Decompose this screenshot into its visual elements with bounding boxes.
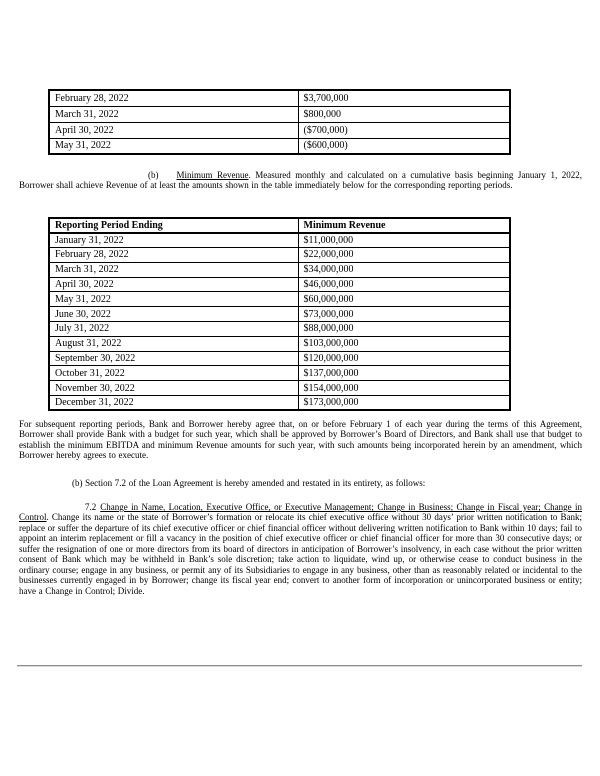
period-cell: February 28, 2022 [49,90,298,106]
amount-cell: $120,000,000 [298,351,510,366]
amount-cell: $22,000,000 [298,248,510,263]
amount-cell: $103,000,000 [298,336,510,351]
period-cell: August 31, 2022 [49,336,298,351]
amount-cell: ($600,000) [298,138,510,154]
period-cell: July 31, 2022 [49,322,298,337]
amount-cell: $137,000,000 [298,366,510,381]
amount-cell: $60,000,000 [298,292,510,307]
period-cell: September 30, 2022 [49,351,298,366]
section-72-intro-paragraph: (b) Section 7.2 of the Loan Agreement is hereby amended and restated in its entirety, as follows: [72,478,426,488]
table-row [49,262,510,277]
column-header-period: Reporting Period Ending [49,218,298,233]
table-row [49,122,510,138]
period-cell: November 30, 2022 [49,381,298,396]
period-cell: April 30, 2022 [49,277,298,292]
table-row [49,292,510,307]
amount-cell: ($700,000) [298,122,510,138]
clause-label: (b) [148,170,159,180]
section-72-text: . Change its name or the state of Borrower’s formation or relocate its chief executive office without 30 days’ prior written notification to Bank; replace or suffer the departure of its chief executive officer or chief financial officer without delivering written notification to Bank within 10 days; fail to appoint an interim replacement or fill a vacancy in the position of chief executive officer or chief financial officer for more than 30 consecutive days; or suffer the resignation of one or more directors from its board of directors in anticipation of Borrower’s insolvency, in each case without the prior written consent of Bank which may be withheld in Bank’s sole discretion; take action to liquidate, wind up, or otherwise cease to conduct business in the ordinary course; engage in any business, or permit any of its Subsidiaries to engage in any business, other than as reasonably related or incidental to the businesses currently engaged in by Borrower; change its fiscal year end; convert to another form of incorporation or unincorporated business or entity; have a Change in Control; Divide. [19,512,582,596]
table-row [49,336,510,351]
period-cell: February 28, 2022 [49,248,298,263]
section-72-heading: Change in Name, Location, Executive Office, or Executive Management; Change in Business; Change in Fiscal year; Change in Control [19,502,582,523]
period-cell: April 30, 2022 [49,122,298,138]
table-row [49,366,510,381]
table-row [49,233,510,248]
amount-cell: $154,000,000 [298,381,510,396]
amount-cell: $88,000,000 [298,322,510,337]
subsequent-periods-paragraph: For subsequent reporting periods, Bank and Borrower hereby agree that, on or before February 1 of each year during the terms of this Agreement, Borrower shall provide Bank with a budget for such year, which shall be approved by Borrower’s Board of Directors, and Bank shall use that budget to establish the minimum EBITDA and minimum Revenue amounts for such year, with such amounts being incorporated herein by an amendment, which Borrower hereby agrees to execute. [19,419,582,461]
ebitda-amounts-table [48,89,511,155]
period-cell: May 31, 2022 [49,292,298,307]
table-row [49,322,510,337]
amount-cell: $800,000 [298,106,510,122]
table-row [49,106,510,122]
amount-cell: $173,000,000 [298,396,510,411]
amount-cell: $11,000,000 [298,233,510,248]
period-cell: January 31, 2022 [49,233,298,248]
column-header-revenue: Minimum Revenue [298,218,510,233]
amount-cell: $3,700,000 [298,90,510,106]
period-cell: October 31, 2022 [49,366,298,381]
period-cell: December 31, 2022 [49,396,298,411]
table-row [49,248,510,263]
table-row [49,277,510,292]
period-cell: June 30, 2022 [49,307,298,322]
table-row [49,396,510,411]
amount-cell: $46,000,000 [298,277,510,292]
minimum-revenue-text: . Measured monthly and calculated on a cumulative basis beginning January 1, 2022, Borrower shall achieve Revenue of at least the amounts shown in the table immediately below for the corresponding reporting periods. [19,170,582,191]
period-cell: March 31, 2022 [49,106,298,122]
table-header-row [49,218,510,233]
minimum-revenue-paragraph [19,170,582,191]
table-row [49,381,510,396]
period-cell: March 31, 2022 [49,262,298,277]
table-row [49,307,510,322]
minimum-revenue-heading: Minimum Revenue [176,170,249,180]
section-number: 7.2 [85,502,97,512]
table-row [49,90,510,106]
page-divider-line [17,665,582,667]
section-72-paragraph [19,502,582,596]
period-cell: May 31, 2022 [49,138,298,154]
amount-cell: $73,000,000 [298,307,510,322]
table-row [49,138,510,154]
table-row [49,351,510,366]
minimum-revenue-table [48,217,511,411]
amount-cell: $34,000,000 [298,262,510,277]
